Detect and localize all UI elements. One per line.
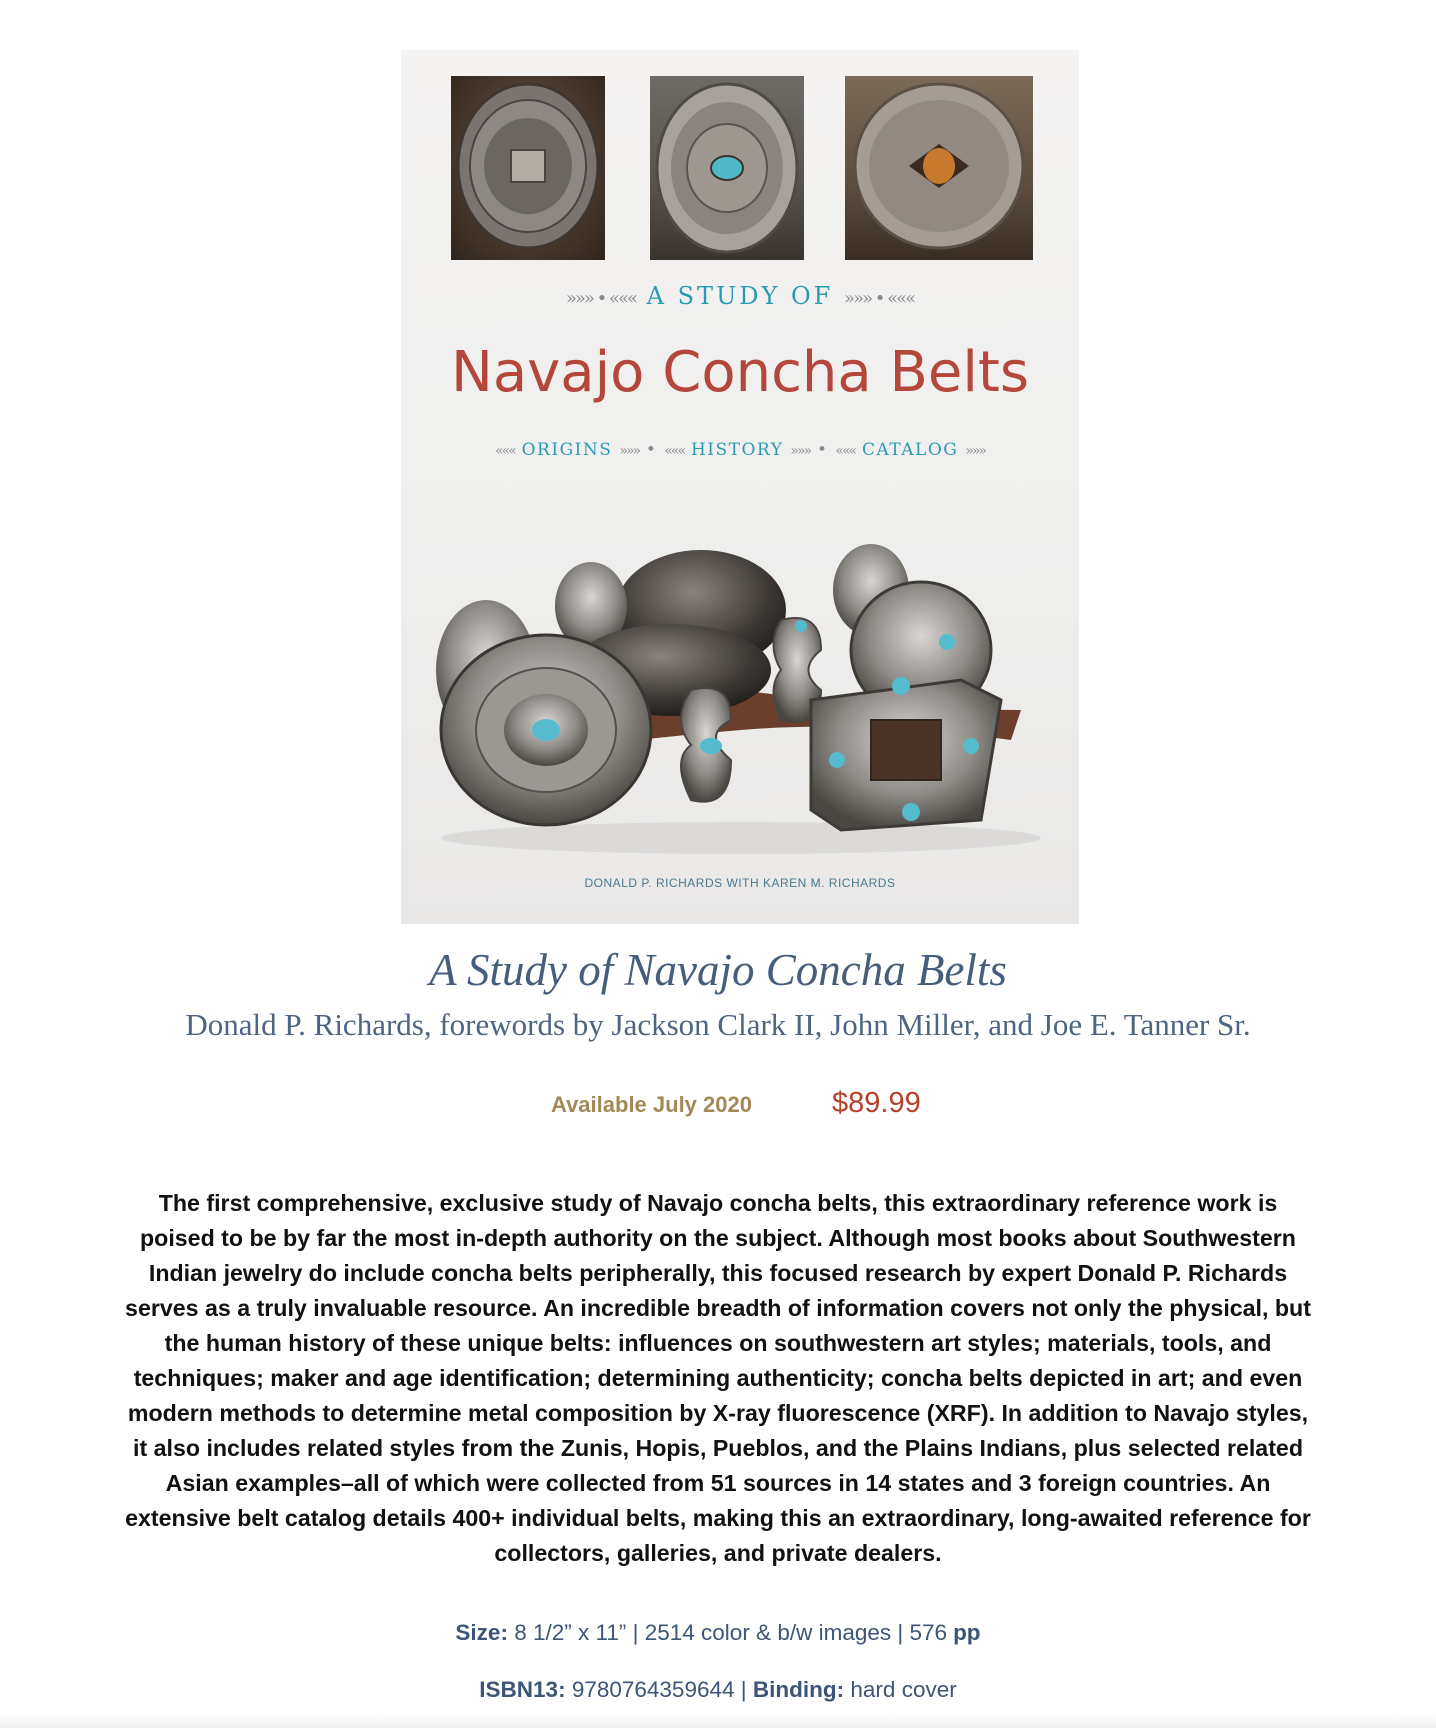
binding-value: hard cover <box>850 1677 957 1702</box>
page-count: 576 <box>909 1620 948 1645</box>
page-bottom-edge <box>0 1712 1436 1728</box>
book-title: A Study of Navajo Concha Belts <box>429 945 1007 995</box>
size-value: 8 1/2” x 11” <box>514 1620 627 1645</box>
dot-separator: • <box>645 440 658 460</box>
cover-kicker <box>401 282 1079 310</box>
cover-subtitle-origins: ORIGINS <box>521 440 613 460</box>
arrow-ornament-icon: »»» <box>790 443 811 459</box>
cover-kicker-text: A STUDY OF <box>646 282 834 310</box>
image-count: 2514 color & b/w images <box>644 1620 892 1645</box>
size-label: Size: <box>455 1620 508 1645</box>
availability-date: Available July 2020 <box>551 1092 752 1117</box>
cover-subtitle-catalog: CATALOG <box>862 440 959 460</box>
arrow-ornament-icon: ««« <box>835 443 856 459</box>
cover-subtitle-history: HISTORY <box>690 440 784 460</box>
arrow-ornament-icon: »»» • ««« <box>565 288 637 309</box>
specs-size-line <box>0 1620 1436 1646</box>
book-description: The first comprehensive, exclusive study of Navajo concha belts, this extraordinary reference work is poised to be by far the most in-depth authority on the subject. Although most books about Southwestern Indian jewelry do include concha belts peripherally, this focused research by expert Donald P. Richards serves as a truly invaluable resource. An incredible breadth of information covers not only the physical, but the human history of these unique belts: influences on southwestern art styles; materials, tools, and techniques; maker and age identification; determining authenticity; concha belts depicted in art; and even modern methods to determine metal composition by X-ray fluorescence (XRF). In addition to Navajo styles, it also includes related styles from the Zunis, Hopis, Pueblos, and the Plains Indians, plus selected related Asian examples–all of which were collected from 51 sources in 14 states and 3 foreign countries. An extensive belt catalog details 400+ individual belts, making this an extraordinary, long-awaited reference for collectors, galleries, and private dealers. <box>125 1190 1311 1566</box>
isbn-value: 9780764359644 <box>571 1677 735 1702</box>
arrow-ornament-icon: ««« <box>495 443 515 459</box>
specs-isbn-line <box>0 1677 1436 1703</box>
arrow-ornament-icon: »»» • ««« <box>843 288 915 309</box>
arrow-ornament-icon: ««« <box>664 443 685 459</box>
cover-subtitles <box>401 440 1079 460</box>
separator: | <box>897 1620 904 1645</box>
dot-separator: • <box>816 440 829 460</box>
pages-label: pp <box>953 1620 981 1645</box>
price: $89.99 <box>832 1087 921 1119</box>
arrow-ornament-icon: »»» <box>619 443 640 459</box>
binding-label: Binding: <box>752 1677 845 1702</box>
cover-title: Navajo Concha Belts <box>450 340 1030 405</box>
separator: | <box>632 1620 639 1645</box>
book-credits: Donald P. Richards, forewords by Jackson Clark II, John Miller, and Joe E. Tanner Sr. <box>185 1007 1251 1042</box>
concha-photo-3 <box>845 76 1033 260</box>
concha-belt-photo <box>401 520 1079 870</box>
concha-photo-2 <box>650 76 804 260</box>
book-cover-image <box>401 50 1079 924</box>
cover-authors: DONALD P. RICHARDS WITH KAREN M. RICHARDS <box>584 876 896 890</box>
isbn-label: ISBN13: <box>479 1677 566 1702</box>
concha-photo-1 <box>451 76 605 260</box>
separator: | <box>740 1677 747 1702</box>
arrow-ornament-icon: »»» <box>965 443 985 459</box>
